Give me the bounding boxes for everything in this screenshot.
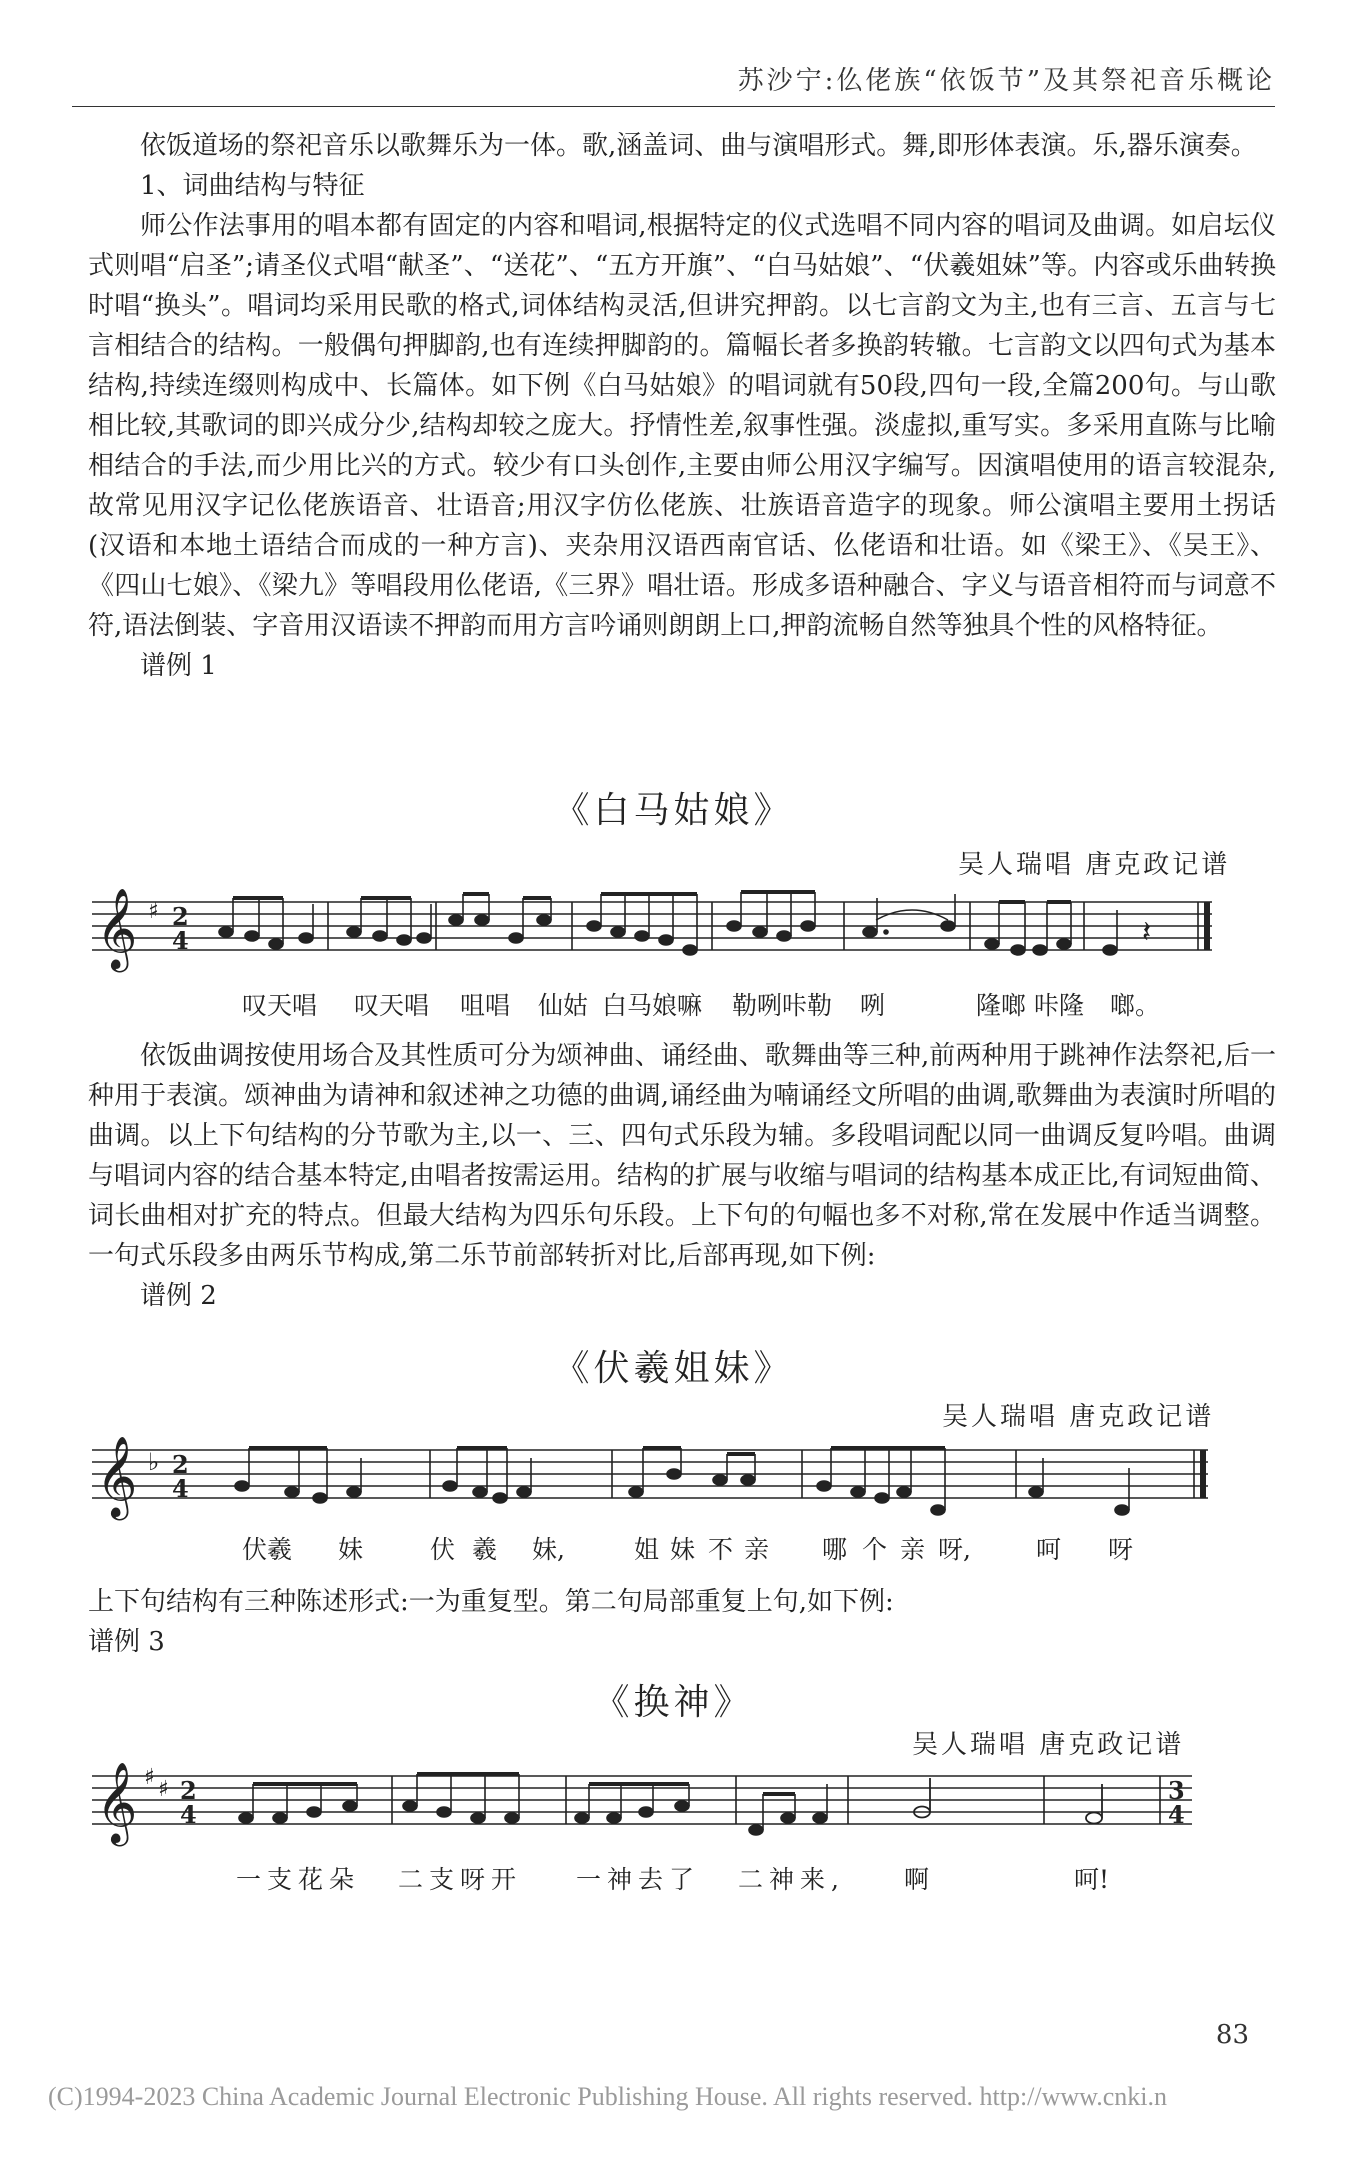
example-3-title: 《换神》: [593, 1682, 754, 1723]
example-1-staff: [92, 880, 1242, 1000]
intro-section: [88, 126, 1276, 686]
lyric-2-6: 姐: [634, 1535, 660, 1564]
lyric-2-7: 妹: [670, 1535, 696, 1564]
lyric-2-14: 呵: [1036, 1535, 1062, 1564]
example-3-label: 谱例 3: [88, 1627, 165, 1657]
time-signature-top: 2: [172, 1450, 189, 1479]
lyric-1-9: 啷。: [1110, 991, 1161, 1020]
header-rule: [72, 106, 1275, 107]
running-header: 苏沙宁:仫佬族“依饭节”及其祭祀音乐概论: [737, 66, 1275, 96]
flat-icon: ♭: [148, 1448, 160, 1476]
lyric-2-15: 呀: [1108, 1535, 1134, 1564]
paragraph-2: 依饭曲调按使用场合及其性质可分为颂神曲、诵经曲、歌舞曲等三种,前两种用于跳神作法祭祀,后一种用于表演。颂神曲为请神和叙述神之功德的曲调,诵经曲为喃诵经文所唱的曲调,歌舞曲为表演时所唱的曲调。以上下句结构的分节歌为主,以一、三、四句式乐段为辅。多段唱词配以同一曲调反复吟唱。曲调与唱词内容的结合基本特定,由唱者按需运用。结构的扩展与收缩与唱词的结构基本成正比,有词短曲简、词长曲相对扩充的特点。但最大结构为四乐句乐段。上下句的句幅也多不对称,常在发展中作适当调整。一句式乐段多由两乐节构成,第二乐节前部转折对比,后部再现,如下例:: [88, 1041, 1276, 1271]
lyric-3-1: 一支花朵: [236, 1865, 361, 1894]
paragraph-3: 上下句结构有三种陈述形式:一为重复型。第二句局部重复上句,如下例:: [88, 1587, 894, 1617]
lyric-2-3: 伏: [430, 1535, 456, 1564]
notes: [239, 1774, 827, 1835]
time-signature-top: 2: [172, 902, 189, 931]
time-signature-bottom: 4: [172, 926, 189, 955]
lyric-1-7: 咧: [860, 991, 886, 1020]
third-section: [88, 1582, 1276, 1662]
lyric-1-1: 叹天唱: [242, 991, 318, 1020]
lyric-2-2: 妹: [338, 1535, 364, 1564]
lyric-2-10: 哪: [822, 1535, 848, 1564]
example-3-staff: [92, 1754, 1242, 1864]
tie-icon: [876, 910, 948, 920]
lyric-1-6: 勒咧咔勒: [732, 991, 833, 1020]
lyric-1-8: 隆啷 咔隆: [976, 991, 1084, 1020]
time-signature-change-top: 3: [1168, 1776, 1185, 1805]
lyric-2-9: 亲: [744, 1535, 770, 1564]
lyric-3-4: 二神来,: [738, 1865, 845, 1894]
lyric-3-3: 一神去了: [576, 1865, 701, 1894]
lyric-1-5: 白马娘嘛: [602, 991, 703, 1020]
example-2-title: 《伏羲姐妹》: [553, 1348, 794, 1389]
example-1-credit: 吴人瑞唱 唐克政记谱: [958, 850, 1231, 880]
section-heading: 1、词曲结构与特征: [140, 171, 365, 201]
time-signature-bottom: 4: [180, 1800, 197, 1829]
middle-section: [88, 1036, 1276, 1316]
quarter-rest-icon: 𝄽: [1142, 915, 1152, 950]
example-2-staff: [92, 1428, 1242, 1538]
lyric-3-5: 啊: [904, 1865, 930, 1894]
example-1-lyrics: [92, 986, 1242, 1020]
lyric-2-12: 亲: [900, 1535, 926, 1564]
example-1-label: 谱例 1: [140, 651, 217, 681]
lyric-2-8: 不: [708, 1535, 734, 1564]
lyric-2-13: 呀,: [938, 1535, 971, 1564]
lyric-2-4: 羲: [472, 1535, 498, 1564]
page-number: 83: [1215, 2020, 1249, 2050]
time-signature-top: 2: [180, 1776, 197, 1805]
paragraph-1: 师公作法事用的唱本都有固定的内容和唱词,根据特定的仪式选唱不同内容的唱词及曲调。如启坛仪式则唱“启圣”;请圣仪式唱“献圣”、“送花”、“五方开旗”、“白马姑娘”、“伏羲姐妹”等。内容或乐曲转换时唱“换头”。唱词均采用民歌的格式,词体结构灵活,但讲究押韵。以七言韵文为主,也有三言、五言与七言相结合的结构。一般偶句押脚韵,也有连续押脚韵的。篇幅长者多换韵转辙。七言韵文以四句式为基本结构,持续连缀则构成中、长篇体。如下例《白马姑娘》的唱词就有50段,四句一段,全篇200句。与山歌相比较,其歌词的即兴成分少,结构却较之庞大。抒情性差,叙事性强。淡虚拟,重写实。多采用直陈与比喻相结合的手法,而少用比兴的方式。较少有口头创作,主要由师公用汉字编写。因演唱使用的语言较混杂,故常见用汉字记仫佬族语音、壮语音;用汉字仿仫佬族、壮族语音造字的现象。师公演唱主要用土拐话(汉语和本地土语结合而成的一种方言)、夹杂用汉语西南官话、仫佬语和壮语。如《梁王》、《吴王》、《四山七娘》、《梁九》等唱段用仫佬语,《三界》唱壮语。形成多语种融合、字义与语音相符而与词意不符,语法倒装、字音用汉语读不押韵而用方言吟诵则朗朗上口,押韵流畅自然等独具个性的风格特征。: [88, 211, 1276, 641]
sharp-icon: ♯: [144, 1765, 155, 1790]
lyric-1-2: 叹天唱: [354, 991, 430, 1020]
sharp-icon: ♯: [148, 899, 159, 924]
treble-clef-icon: 𝄞: [96, 1761, 138, 1843]
time-signature-bottom: 4: [172, 1474, 189, 1503]
lyric-3-6: 呵!: [1074, 1865, 1110, 1894]
sharp-icon-2: ♯: [158, 1777, 169, 1802]
lyric-2-5: 妹,: [532, 1535, 565, 1564]
paragraph-0: 依饭道场的祭祀音乐以歌舞乐为一体。歌,涵盖词、曲与演唱形式。舞,即形体表演。乐,器乐演奏。: [140, 131, 1257, 161]
time-signature-change-bottom: 4: [1168, 1800, 1185, 1829]
lyric-2-1: 伏羲: [242, 1535, 293, 1564]
example-3-credit: 吴人瑞唱 唐克政记谱: [912, 1730, 1185, 1760]
treble-clef-icon: 𝄞: [96, 887, 138, 969]
treble-clef-icon: 𝄞: [96, 1435, 138, 1517]
lyric-1-4: 仙姑: [538, 991, 589, 1020]
example-2-lyrics: [92, 1530, 1242, 1564]
copyright-notice: (C)1994-2023 China Academic Journal Electronic Publishing House. All rights reserved. http://www.cnki.n: [48, 2082, 1168, 2111]
lyric-2-11: 个: [862, 1535, 888, 1564]
lyric-3-2: 二支呀开: [398, 1865, 523, 1894]
example-2-credit: 吴人瑞唱 唐克政记谱: [942, 1402, 1215, 1432]
example-1-title: 《白马姑娘》: [553, 790, 794, 831]
example-3-lyrics: [92, 1860, 1242, 1894]
notes: [235, 1448, 1129, 1515]
lyric-1-3: 咀唱: [460, 991, 511, 1020]
example-2-label: 谱例 2: [140, 1281, 217, 1311]
